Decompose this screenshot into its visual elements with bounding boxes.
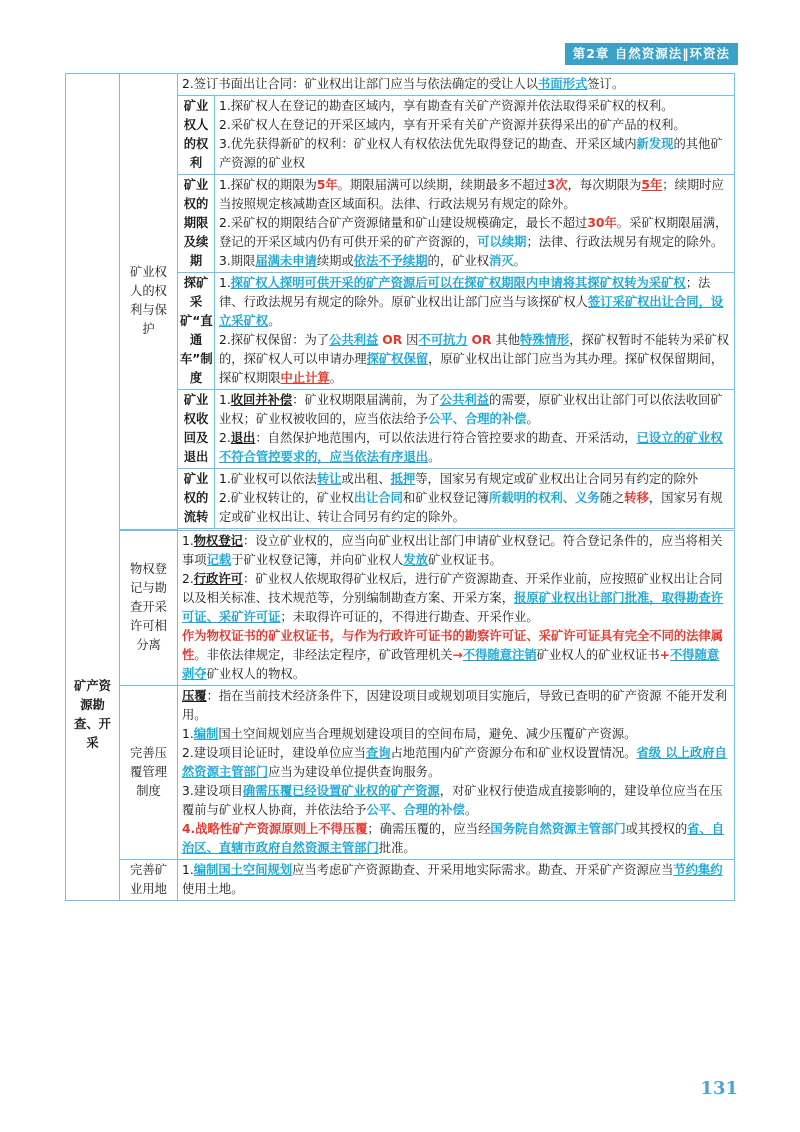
t: 应当考虑矿产资源勘查、开采用地实际需求。勘查、开采矿产资源应当 [292,862,674,877]
k: 中止计算 [280,371,330,385]
separation-p2 [182,570,730,627]
k: 转让 [316,472,342,486]
t: 3.优先获得新矿的权利：矿业权人有权依法优先取得登记的勘查、开采区域内 [219,137,637,151]
t: 。期限届满可以续期，续期最多不超过 [337,178,547,192]
t: ，对矿业权行使造成直接影响的，建设单位应当在压覆前与矿业权人协商，并依法给予 [182,783,723,817]
rights-p2: 2.采矿权人在登记的开采区域内，享有开采有关矿产资源并获得采出的矿产品的权利。 [219,118,686,132]
t: ；续期时应当按照规定核减勘查区域面积。法律、行政法规另有规定的除外。 [219,178,724,211]
k: 5年 [641,178,663,192]
overlay-p2 [182,744,730,782]
k: 出让合同 [353,491,403,505]
t: 1. [219,276,231,290]
row-sign-contract [66,74,735,96]
t: 。 [513,254,526,268]
t: ，原矿业权出让部门应当为其办理。探矿权保留期间，探矿权期限 [219,352,724,385]
k: 作为物权证书的矿业权证书，与作为行政许可证书的勘察许可证、采矿许可证具有完全不同的法律属性 [182,628,724,662]
k: 届满未申请 [255,254,317,268]
k: 省级 以上政府自然资源主管部门 [182,745,727,779]
sign-key: 书面形式 [538,77,588,91]
k: 依法不予续期 [353,254,428,268]
t: 1.矿业权可以依法 [219,472,317,486]
t: 。 [428,450,441,464]
k: 公平、合理的补偿 [366,802,465,817]
k: 节约集约 [673,862,723,877]
t: 2.采矿权的期限结合矿产资源储量和矿山建设规模确定，最长不超过 [219,216,588,230]
t: 。 [268,314,281,328]
k: OR [382,333,403,347]
row-overlay [66,685,735,859]
t: ；未取得许可证的，不得进行勘查、开采作业。 [280,609,539,624]
t: 2. [182,571,194,586]
t: 矿业权人的矿业权证书 [536,647,660,662]
t: 国土空间规划应当合理规划建设项目的空间布局，避免、减少压覆矿产资源。 [218,726,637,741]
rights-label: 矿业权人的权利 [178,96,215,175]
t: 3.建设项目 [182,783,243,798]
k: 发放 [403,552,428,567]
k: 不可抗力 [418,333,468,347]
t: 等，国家另有规定或矿业权出让合同另有约定的除外 [415,472,699,486]
k: 已设立的矿业权不符合管控要求的，应当依法有序退出 [219,431,723,464]
t: ：指在当前技术经济条件下，因建设项目或规划项目实施后，导致已查明的矿产资源 不能开发利用。 [182,688,727,722]
k: 压覆 [182,688,207,703]
k: 3次 [546,178,568,192]
t: 1. [182,862,194,877]
overlay-p4 [182,820,730,858]
t: 或其授权的 [625,821,688,836]
k: 所载明的权利、义务 [489,491,600,505]
k: 收回并补偿 [230,393,293,407]
t: 的，矿业权 [427,254,490,268]
separation-label: 物权登记与勘查开采许可相分离 [120,530,178,685]
t: 2.建设项目论证时，建设单位应当 [182,745,366,760]
k: 公平、合理的补偿 [428,412,527,426]
k: 退出 [230,431,256,445]
t: 应当为建设单位提供查询服务。 [268,764,441,779]
k: 编制国土空间规划 [193,862,293,877]
t: ：设立矿业权的，应当向矿业权出让部门申请矿业权登记。符合登记条件的，应当将相关事项 [182,533,723,567]
t: 。采矿权期限届满，登记的开采区域内仍有可供开采的矿产资源的， [219,216,728,249]
k: 公共利益 [439,393,490,407]
separation-p3 [182,627,730,684]
t: 2.矿业权转让的，矿业权 [219,491,354,505]
overlay-p0 [182,687,730,725]
k: 国务院自然资源主管部门 [490,821,626,836]
k: 转移 [624,491,649,505]
t: 2.探矿权保留：为了 [219,333,330,347]
rights-p1: 1.探矿权人在登记的勘查区域内，享有勘查有关矿产资源并依法取得采矿权的权利。 [219,99,674,113]
separation-p1 [182,532,730,570]
k: 不得随意注销 [462,647,537,662]
t: 的其他矿产资源的矿业权 [219,137,723,170]
t: 批准。 [378,840,416,855]
t: 3.期限 [219,254,256,268]
k: 5年 [316,178,338,192]
transfer-p1 [219,470,730,489]
land-p1 [182,861,730,899]
protect-label: 矿业权人的权利与保护 [120,74,178,530]
row-land [66,859,735,900]
t: ：矿业权人依规取得矿业权后，进行矿产资源勘查、开采作业前，应按照矿业权出让合同以及相关标准、技术规范等，分别编制勘查方案、开采方案， [182,571,723,605]
k: 可以续期 [477,235,527,249]
sign-end: 签订。 [587,77,625,91]
t: ，国家另有规定或矿业权出让、转让合同另有约定的除外。 [219,491,723,524]
law-summary-table [65,73,735,901]
term-label: 矿业权的期限及续期 [178,175,215,273]
k: 战略性矿产资源原则上不得压覆 [195,821,368,836]
k: 消灭 [489,254,514,268]
k: + [659,647,670,662]
chapter-tag: 第2章 自然资源法‖环资法 [565,43,738,65]
k: → [452,647,463,662]
t: 续期或 [316,254,354,268]
rights-p3 [219,135,730,173]
section-label: 矿产资源勘查、开采 [66,530,120,900]
k: 编制 [193,726,219,741]
k: 抵押 [390,472,416,486]
page-number: 131 [700,1078,738,1099]
section-cell-top [66,74,120,531]
t: 1. [182,726,194,741]
t: 矿业权证书。 [428,552,502,567]
overlay-p1 [182,725,730,744]
term-p2 [219,214,730,252]
t: ，探矿权暂时不能转为采矿权的，探矿权人可以申请办理 [219,333,730,366]
t: 占地范围内矿产资源分布和矿业权设置情况。 [390,745,637,760]
t: 和矿业权登记簿 [402,491,489,505]
t: 使用土地。 [182,881,244,896]
k: 公共利益 [329,333,379,347]
k: 物权登记 [193,533,243,548]
k: 不得随意剥夺 [182,647,720,681]
t: 2. [219,431,231,445]
t: 。非依法律规定，非经法定程序，矿政管理机关 [194,647,453,662]
recover-p2 [219,429,730,467]
t: 。 [464,802,478,817]
row-separation [66,530,735,685]
k: 特殊情形 [520,333,570,347]
t: 1.探矿权的期限为 [219,178,317,192]
k: 4. [182,821,196,836]
sign-text: 2.签订书面出让合同：矿业权出让部门应当与依法确定的受让人以 [182,77,539,91]
k: 新发现 [636,137,674,151]
overlay-p3 [182,782,730,820]
k: 省、自治区、直辖市政府自然资源主管部门 [182,821,725,855]
t: ，每次期限为 [567,178,642,192]
t: 的需要，原矿业权出让部门可以依法收回矿业权；矿业权被收回的，应当依法给予 [219,393,723,426]
land-label: 完善矿业用地 [120,859,178,900]
t: 随之 [599,491,625,505]
k: OR [471,333,492,347]
recover-label: 矿业权收回及退出 [178,390,215,469]
t: 其他 [495,333,520,347]
t: 于矿业权登记簿，并向矿业权人 [231,552,404,567]
t: 因 [406,333,419,347]
k: 探矿权人探明可供开采的矿产资源后可以在探矿权期限内申请将其探矿权转为采矿权 [230,276,686,290]
t: ；确需压覆的，应当经 [367,821,491,836]
term-p3 [219,252,730,271]
through-label: 探矿采矿“直通车”制度 [178,273,215,390]
k: 行政许可 [193,571,243,586]
t: 。 [329,371,343,385]
k: 查询 [365,745,391,760]
k: 确需压覆已经设置矿业权的矿产资源 [242,783,440,798]
k: 签订采矿权出让合同，设立采矿权 [219,295,724,328]
t: ；法律、行政法规另有规定的除外。原矿业权出让部门应当与该探矿权人 [219,276,711,309]
transfer-label: 矿业权的流转 [178,469,215,529]
through-p1 [219,274,730,331]
overlay-label: 完善压覆管理制度 [120,685,178,859]
transfer-p2 [219,489,730,527]
t: 或出租、 [341,472,391,486]
t: ；法律、行政法规另有规定的除外。 [526,235,724,249]
t: 矿业权人的物权。 [206,666,305,681]
t: 1. [182,533,194,548]
t: ：矿业权期限届满前，为了 [292,393,440,407]
k: 报原矿业权出让部门批准，取得勘查许可证、采矿许可证 [182,590,724,624]
k: 探矿权保留 [366,352,429,366]
t: 。 [526,412,539,426]
recover-p1 [219,391,730,429]
term-p1 [219,176,730,214]
t: 1. [219,393,231,407]
through-p2 [219,331,730,388]
k: 30年 [587,216,617,230]
k: 记载 [206,552,232,567]
t: ：自然保护地范围内，可以依法进行符合管控要求的勘查、开采活动， [255,431,637,445]
